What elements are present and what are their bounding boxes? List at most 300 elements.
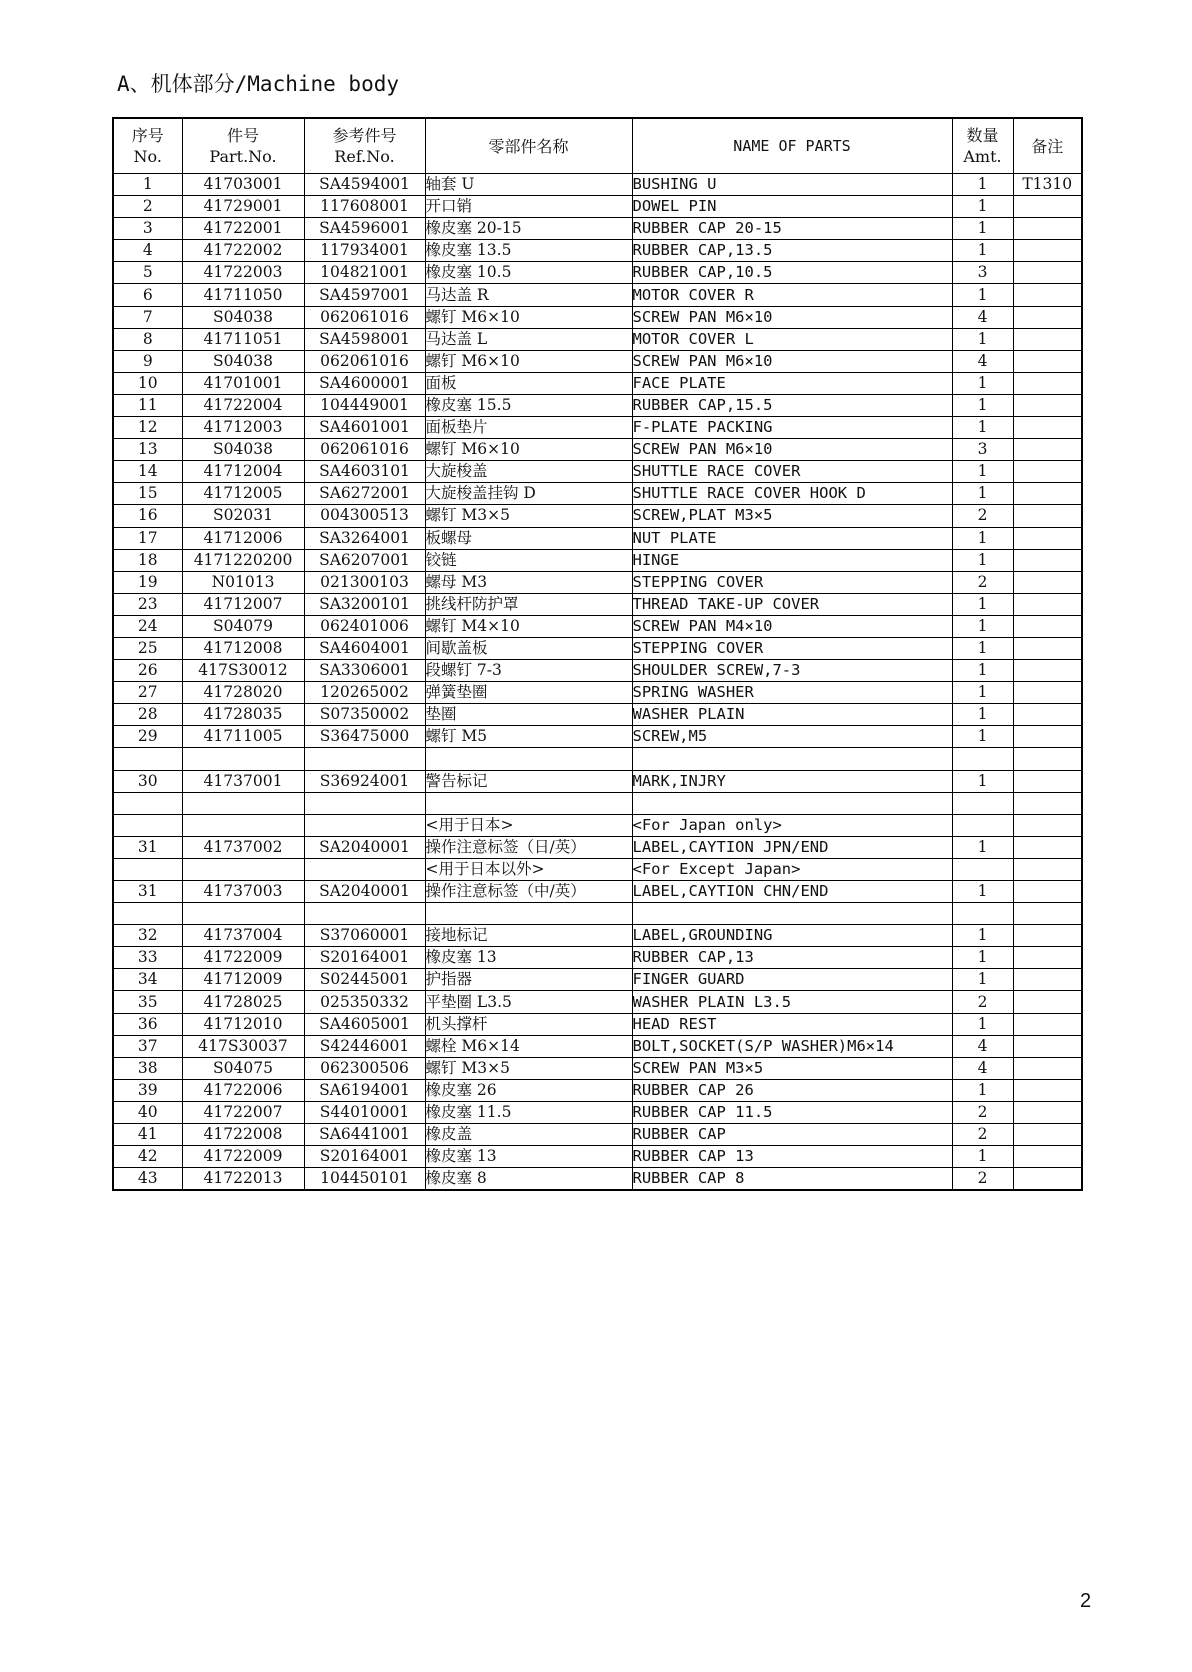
ref-number-cell: SA4597001 [304,284,425,306]
part-name-cn-cell: 铰链 [425,549,632,571]
part-name-en-cell: FACE PLATE [632,372,952,394]
quantity-cell: 1 [952,1146,1013,1168]
quantity-cell: 2 [952,991,1013,1013]
part-number-cell: S04075 [182,1057,304,1079]
row-number-cell: 10 [113,372,182,394]
part-name-cn-cell: 橡皮塞 13.5 [425,240,632,262]
part-name-en-cell: LABEL,GROUNDING [632,925,952,947]
part-name-en-cell: STEPPING COVER [632,637,952,659]
remark-cell [1013,726,1082,748]
part-name-cn-cell: 螺钉 M6×10 [425,439,632,461]
table-header-row [113,118,1082,174]
remark-cell [1013,1168,1082,1191]
part-number-cell: S02031 [182,505,304,527]
quantity-cell: 1 [952,461,1013,483]
table-row [113,947,1082,969]
quantity-cell [952,792,1013,814]
row-number-cell: 18 [113,549,182,571]
row-number-cell: 31 [113,836,182,858]
remark-cell [1013,1124,1082,1146]
remark-cell [1013,903,1082,925]
remark-cell [1013,196,1082,218]
table-row [113,571,1082,593]
ref-number-cell: 062061016 [304,439,425,461]
ref-number-cell: S37060001 [304,925,425,947]
remark-cell [1013,461,1082,483]
page-title: A、机体部分/Machine body [117,72,400,96]
row-number-cell: 2 [113,196,182,218]
quantity-cell [952,748,1013,770]
table-row [113,814,1082,836]
part-name-en-cell: HINGE [632,549,952,571]
table-row [113,1013,1082,1035]
part-name-cn-cell: 橡皮塞 13 [425,1146,632,1168]
remark-cell [1013,704,1082,726]
ref-number-cell: 021300103 [304,571,425,593]
table-row [113,615,1082,637]
part-number-cell [182,814,304,836]
ref-number-cell: 062061016 [304,306,425,328]
ref-number-cell: SA3306001 [304,660,425,682]
part-name-en-cell: WASHER PLAIN [632,704,952,726]
table-row [113,240,1082,262]
table-row [113,969,1082,991]
part-name-cn-cell: 大旋梭盖挂钩 D [425,483,632,505]
part-number-cell: 41728020 [182,682,304,704]
ref-number-cell: 104450101 [304,1168,425,1191]
part-number-cell [182,858,304,880]
part-name-en-cell: RUBBER CAP,13 [632,947,952,969]
part-name-en-cell: MOTOR COVER R [632,284,952,306]
part-name-en-cell: SPRING WASHER [632,682,952,704]
part-number-cell: 41711050 [182,284,304,306]
quantity-cell: 1 [952,196,1013,218]
row-number-cell: 24 [113,615,182,637]
row-number-cell: 3 [113,218,182,240]
part-name-cn-cell: 螺钉 M3×5 [425,505,632,527]
row-number-cell: 33 [113,947,182,969]
part-name-cn-cell: 操作注意标签（中/英） [425,881,632,903]
quantity-cell: 4 [952,350,1013,372]
part-name-en-cell: RUBBER CAP,13.5 [632,240,952,262]
part-name-en-cell: SCREW PAN M3×5 [632,1057,952,1079]
part-name-en-cell: SCREW,M5 [632,726,952,748]
part-number-cell: S04079 [182,615,304,637]
row-number-cell: 31 [113,881,182,903]
table-row [113,372,1082,394]
ref-number-cell: S36924001 [304,770,425,792]
part-name-cn-cell: 轴套 U [425,174,632,196]
remark-cell [1013,372,1082,394]
remark-cell [1013,439,1082,461]
part-name-cn-cell: 螺钉 M6×10 [425,306,632,328]
ref-number-cell: S36475000 [304,726,425,748]
part-name-en-cell: RUBBER CAP 8 [632,1168,952,1191]
table-row [113,881,1082,903]
row-number-cell: 6 [113,284,182,306]
table-row [113,858,1082,880]
row-number-cell: 40 [113,1101,182,1123]
row-number-cell: 43 [113,1168,182,1191]
part-name-cn-cell [425,792,632,814]
part-name-en-cell: FINGER GUARD [632,969,952,991]
part-number-cell: 41712007 [182,593,304,615]
quantity-cell: 3 [952,262,1013,284]
table-row [113,836,1082,858]
part-number-cell: 41737004 [182,925,304,947]
quantity-cell: 1 [952,704,1013,726]
row-number-cell: 16 [113,505,182,527]
part-name-cn-cell: 橡皮塞 26 [425,1079,632,1101]
remark-cell [1013,240,1082,262]
ref-number-cell: SA4603101 [304,461,425,483]
part-name-cn-cell: 挑线杆防护罩 [425,593,632,615]
part-name-en-cell: LABEL,CAYTION CHN/END [632,881,952,903]
ref-number-cell: 062401006 [304,615,425,637]
part-name-en-cell: THREAD TAKE-UP COVER [632,593,952,615]
ref-number-cell: 062300506 [304,1057,425,1079]
part-number-cell: 41737002 [182,836,304,858]
part-name-cn-cell: 橡皮塞 13 [425,947,632,969]
quantity-cell: 4 [952,1057,1013,1079]
row-number-cell: 1 [113,174,182,196]
part-name-cn-cell: 机头撑杆 [425,1013,632,1035]
part-name-en-cell: BUSHING U [632,174,952,196]
row-number-cell: 8 [113,328,182,350]
quantity-cell: 1 [952,174,1013,196]
ref-number-cell [304,814,425,836]
part-name-en-cell: DOWEL PIN [632,196,952,218]
part-number-cell: 41722007 [182,1101,304,1123]
header-name-en: NAME OF PARTS [632,118,952,174]
quantity-cell: 1 [952,682,1013,704]
part-number-cell: 41728035 [182,704,304,726]
row-number-cell: 4 [113,240,182,262]
remark-cell [1013,1057,1082,1079]
part-name-en-cell: SCREW PAN M6×10 [632,439,952,461]
table-row [113,682,1082,704]
part-name-en-cell: RUBBER CAP 26 [632,1079,952,1101]
row-number-cell [113,792,182,814]
ref-number-cell: 117934001 [304,240,425,262]
remark-cell [1013,748,1082,770]
row-number-cell: 34 [113,969,182,991]
part-name-en-cell: BOLT,SOCKET(S/P WASHER)M6×14 [632,1035,952,1057]
quantity-cell: 4 [952,1035,1013,1057]
part-name-cn-cell: 橡皮盖 [425,1124,632,1146]
remark-cell [1013,1013,1082,1035]
row-number-cell: 37 [113,1035,182,1057]
row-number-cell: 35 [113,991,182,1013]
part-number-cell: 41712008 [182,637,304,659]
quantity-cell: 1 [952,947,1013,969]
row-number-cell: 29 [113,726,182,748]
remark-cell [1013,615,1082,637]
part-name-en-cell: STEPPING COVER [632,571,952,593]
ref-number-cell [304,858,425,880]
quantity-cell: 1 [952,1013,1013,1035]
part-number-cell: 41722002 [182,240,304,262]
parts-table [112,117,1083,1191]
part-number-cell: 41722009 [182,1146,304,1168]
quantity-cell: 2 [952,1168,1013,1191]
remark-cell [1013,549,1082,571]
table-row [113,660,1082,682]
quantity-cell: 1 [952,394,1013,416]
header-amount: 数量 Amt. [952,118,1013,174]
quantity-cell: 1 [952,925,1013,947]
part-number-cell: 41701001 [182,372,304,394]
part-name-cn-cell: 螺钉 M5 [425,726,632,748]
quantity-cell: 2 [952,571,1013,593]
ref-number-cell: 104821001 [304,262,425,284]
ref-number-cell: SA4604001 [304,637,425,659]
table-row [113,262,1082,284]
ref-number-cell: SA4598001 [304,328,425,350]
remark-cell [1013,637,1082,659]
part-number-cell: 41737003 [182,881,304,903]
part-name-en-cell: MOTOR COVER L [632,328,952,350]
part-number-cell: 4171220200 [182,549,304,571]
table-row [113,1057,1082,1079]
row-number-cell: 42 [113,1146,182,1168]
ref-number-cell: SA2040001 [304,836,425,858]
part-name-cn-cell: 橡皮塞 10.5 [425,262,632,284]
part-number-cell: S04038 [182,439,304,461]
part-name-cn-cell: 弹簧垫圈 [425,682,632,704]
part-name-en-cell: RUBBER CAP [632,1124,952,1146]
part-name-cn-cell: 大旋梭盖 [425,461,632,483]
row-number-cell: 38 [113,1057,182,1079]
ref-number-cell: SA3264001 [304,527,425,549]
row-number-cell [113,814,182,836]
remark-cell [1013,770,1082,792]
part-name-en-cell: SCREW PAN M6×10 [632,350,952,372]
row-number-cell: 15 [113,483,182,505]
part-number-cell: 41728025 [182,991,304,1013]
part-name-cn-cell: 警告标记 [425,770,632,792]
ref-number-cell: SA4594001 [304,174,425,196]
part-name-cn-cell: 螺钉 M4×10 [425,615,632,637]
table-row [113,726,1082,748]
part-name-cn-cell: 马达盖 L [425,328,632,350]
part-number-cell: 41722004 [182,394,304,416]
part-number-cell: 41722001 [182,218,304,240]
row-number-cell: 9 [113,350,182,372]
table-row [113,792,1082,814]
ref-number-cell: SA3200101 [304,593,425,615]
table-row [113,1124,1082,1146]
row-number-cell: 19 [113,571,182,593]
part-name-en-cell: SCREW PAN M4×10 [632,615,952,637]
remark-cell [1013,925,1082,947]
table-row [113,461,1082,483]
part-name-en-cell: RUBBER CAP,10.5 [632,262,952,284]
ref-number-cell: SA4605001 [304,1013,425,1035]
row-number-cell: 7 [113,306,182,328]
remark-cell [1013,1101,1082,1123]
table-row [113,196,1082,218]
remark-cell [1013,306,1082,328]
ref-number-cell: S07350002 [304,704,425,726]
remark-cell: T1310 [1013,174,1082,196]
part-name-en-cell: MARK,INJRY [632,770,952,792]
table-row [113,483,1082,505]
ref-number-cell: SA2040001 [304,881,425,903]
table-row [113,328,1082,350]
remark-cell [1013,483,1082,505]
table-row [113,1079,1082,1101]
part-name-cn-cell: 橡皮塞 15.5 [425,394,632,416]
quantity-cell: 2 [952,1101,1013,1123]
row-number-cell: 14 [113,461,182,483]
quantity-cell: 2 [952,1124,1013,1146]
row-number-cell: 28 [113,704,182,726]
quantity-cell [952,858,1013,880]
part-number-cell: 41722009 [182,947,304,969]
row-number-cell: 32 [113,925,182,947]
quantity-cell [952,903,1013,925]
ref-number-cell: 025350332 [304,991,425,1013]
header-no: 序号 No. [113,118,182,174]
part-number-cell: 41711005 [182,726,304,748]
quantity-cell: 1 [952,1079,1013,1101]
quantity-cell: 1 [952,549,1013,571]
remark-cell [1013,571,1082,593]
part-name-cn-cell: <用于日本> [425,814,632,836]
quantity-cell: 1 [952,615,1013,637]
page-number: 2 [1080,1590,1092,1612]
part-name-cn-cell: 橡皮塞 11.5 [425,1101,632,1123]
part-name-en-cell: WASHER PLAIN L3.5 [632,991,952,1013]
remark-cell [1013,682,1082,704]
table-row [113,637,1082,659]
part-name-cn-cell: 橡皮塞 20-15 [425,218,632,240]
ref-number-cell: SA6441001 [304,1124,425,1146]
part-name-cn-cell: 螺钉 M3×5 [425,1057,632,1079]
header-part-no: 件号 Part.No. [182,118,304,174]
row-number-cell: 17 [113,527,182,549]
quantity-cell: 4 [952,306,1013,328]
table-row [113,417,1082,439]
header-remark: 备注 [1013,118,1082,174]
ref-number-cell: SA6194001 [304,1079,425,1101]
part-number-cell: 41712010 [182,1013,304,1035]
remark-cell [1013,527,1082,549]
part-number-cell: 41722013 [182,1168,304,1191]
quantity-cell: 1 [952,660,1013,682]
part-number-cell: 417S30012 [182,660,304,682]
part-name-en-cell: LABEL,CAYTION JPN/END [632,836,952,858]
row-number-cell: 12 [113,417,182,439]
table-row [113,1168,1082,1191]
part-name-en-cell [632,748,952,770]
part-number-cell: S04038 [182,350,304,372]
part-name-en-cell: SHUTTLE RACE COVER HOOK D [632,483,952,505]
ref-number-cell: SA4596001 [304,218,425,240]
row-number-cell: 5 [113,262,182,284]
row-number-cell: 25 [113,637,182,659]
part-name-cn-cell: 面板 [425,372,632,394]
header-name-cn: 零部件名称 [425,118,632,174]
table-row [113,1035,1082,1057]
ref-number-cell [304,792,425,814]
part-number-cell: 41703001 [182,174,304,196]
row-number-cell: 41 [113,1124,182,1146]
quantity-cell: 1 [952,284,1013,306]
part-name-en-cell: RUBBER CAP 11.5 [632,1101,952,1123]
part-number-cell: S04038 [182,306,304,328]
table-row [113,770,1082,792]
part-number-cell: 417S30037 [182,1035,304,1057]
part-name-cn-cell: 垫圈 [425,704,632,726]
quantity-cell: 1 [952,637,1013,659]
part-number-cell: 41722008 [182,1124,304,1146]
part-number-cell: 41711051 [182,328,304,350]
remark-cell [1013,284,1082,306]
part-name-en-cell: RUBBER CAP 20-15 [632,218,952,240]
part-number-cell: 41712003 [182,417,304,439]
table-row [113,306,1082,328]
quantity-cell: 1 [952,240,1013,262]
part-name-cn-cell: <用于日本以外> [425,858,632,880]
ref-number-cell: 004300513 [304,505,425,527]
quantity-cell: 1 [952,726,1013,748]
remark-cell [1013,858,1082,880]
quantity-cell: 1 [952,417,1013,439]
ref-number-cell: S42446001 [304,1035,425,1057]
remark-cell [1013,814,1082,836]
header-ref-no: 参考件号 Ref.No. [304,118,425,174]
part-number-cell: 41712004 [182,461,304,483]
row-number-cell: 26 [113,660,182,682]
ref-number-cell: S20164001 [304,1146,425,1168]
remark-cell [1013,262,1082,284]
part-name-cn-cell: 平垫圈 L3.5 [425,991,632,1013]
table-row [113,174,1082,196]
ref-number-cell [304,903,425,925]
row-number-cell: 11 [113,394,182,416]
part-name-en-cell [632,792,952,814]
part-name-en-cell: RUBBER CAP,15.5 [632,394,952,416]
remark-cell [1013,792,1082,814]
quantity-cell [952,814,1013,836]
remark-cell [1013,881,1082,903]
table-row [113,593,1082,615]
part-number-cell: 41712006 [182,527,304,549]
part-name-en-cell: <For Japan only> [632,814,952,836]
table-row [113,284,1082,306]
remark-cell [1013,394,1082,416]
remark-cell [1013,505,1082,527]
remark-cell [1013,328,1082,350]
part-name-en-cell: <For Except Japan> [632,858,952,880]
ref-number-cell [304,748,425,770]
remark-cell [1013,947,1082,969]
remark-cell [1013,660,1082,682]
part-name-cn-cell: 开口销 [425,196,632,218]
quantity-cell: 1 [952,218,1013,240]
part-name-cn-cell [425,748,632,770]
part-name-cn-cell: 护指器 [425,969,632,991]
row-number-cell [113,903,182,925]
remark-cell [1013,991,1082,1013]
row-number-cell: 36 [113,1013,182,1035]
quantity-cell: 1 [952,881,1013,903]
row-number-cell [113,748,182,770]
part-number-cell [182,748,304,770]
ref-number-cell: 104449001 [304,394,425,416]
